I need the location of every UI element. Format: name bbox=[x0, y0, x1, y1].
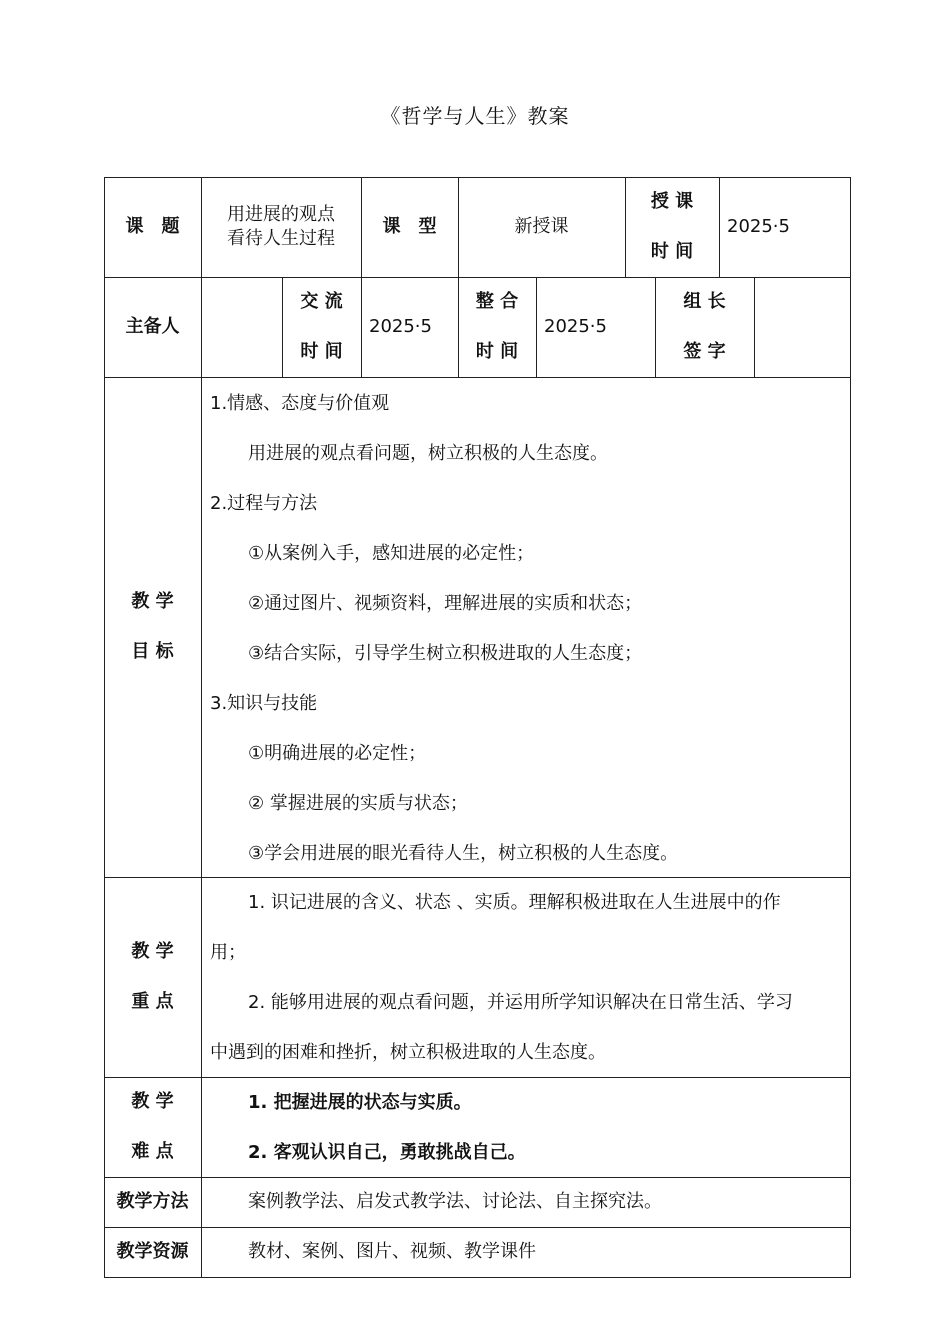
topic-value bbox=[201, 177, 361, 277]
objective-line: 3.知识与技能 bbox=[210, 693, 318, 714]
difficulties-label-line: 教 学 bbox=[131, 1091, 174, 1112]
integrate-time-value: 2025·5 bbox=[544, 316, 607, 337]
key-points-label bbox=[104, 877, 201, 1077]
topic-value-line: 看待人生过程 bbox=[227, 228, 335, 249]
teach-time-value: 2025·5 bbox=[727, 216, 790, 237]
resources-label: 教学资源 bbox=[116, 1241, 189, 1262]
key-point-line: 用； bbox=[210, 942, 246, 963]
objectives-label-line: 教 学 bbox=[131, 591, 174, 612]
difficulties-label-line: 难 点 bbox=[131, 1141, 174, 1162]
methods-label: 教学方法 bbox=[116, 1191, 189, 1212]
type-label: 课 型 bbox=[382, 216, 437, 237]
exchange-time-value: 2025·5 bbox=[369, 316, 432, 337]
exchange-time-label-line: 时 间 bbox=[300, 341, 343, 362]
objective-line: 2.过程与方法 bbox=[210, 493, 318, 514]
topic-value-line: 用进展的观点 bbox=[227, 204, 335, 225]
resources-value: 教材、案例、图片、视频、教学课件 bbox=[248, 1241, 536, 1262]
integrate-time-label bbox=[458, 277, 536, 377]
objectives-label-line: 目 标 bbox=[131, 641, 174, 662]
objective-line: ②通过图片、视频资料，理解进展的实质和状态； bbox=[248, 593, 643, 614]
objective-line: ①从案例入手，感知进展的必定性； bbox=[248, 543, 535, 564]
difficulty-line: 2. 客观认识自己，勇敢挑战自己。 bbox=[248, 1142, 526, 1163]
objectives-label bbox=[104, 377, 201, 877]
integrate-time-label-line: 整 合 bbox=[475, 291, 519, 312]
key-points-label-line: 重 点 bbox=[131, 991, 174, 1012]
row-divider bbox=[104, 377, 851, 378]
leader-sign-label-line: 组 长 bbox=[683, 291, 726, 312]
leader-sign-value bbox=[754, 277, 851, 377]
key-point-line: 2. 能够用进展的观点看问题，并运用所学知识解决在日常生活、学习 bbox=[248, 992, 793, 1013]
difficulty-line: 1. 把握进展的状态与实质。 bbox=[248, 1092, 472, 1113]
teach-time-label bbox=[625, 177, 719, 277]
teach-time-label-line: 时 间 bbox=[650, 241, 694, 262]
document-title: 《哲学与人生》教案 bbox=[380, 104, 570, 128]
methods-value: 案例教学法、启发式教学法、讨论法、自主探究法。 bbox=[248, 1191, 662, 1212]
key-points-label-line: 教 学 bbox=[131, 941, 174, 962]
exchange-time-label bbox=[282, 277, 361, 377]
difficulties-label bbox=[104, 1077, 201, 1177]
lead-preparer-value bbox=[201, 277, 282, 377]
objective-line: ③学会用进展的眼光看待人生，树立积极的人生态度。 bbox=[248, 843, 679, 864]
objective-line: ①明确进展的必定性； bbox=[248, 743, 427, 764]
objective-line: 用进展的观点看问题，树立积极的人生态度。 bbox=[248, 443, 608, 464]
type-value: 新授课 bbox=[514, 216, 569, 237]
teach-time-label-line: 授 课 bbox=[650, 191, 694, 212]
leader-sign-label-line: 签 字 bbox=[683, 341, 726, 362]
lead-preparer-label: 主备人 bbox=[125, 316, 180, 337]
exchange-time-label-line: 交 流 bbox=[300, 291, 343, 312]
objective-line: 1.情感、态度与价值观 bbox=[210, 393, 390, 414]
key-point-line: 1. 识记进展的含义、状态 、实质。理解积极进取在人生进展中的作 bbox=[248, 892, 781, 913]
topic-label: 课 题 bbox=[125, 216, 180, 237]
objective-line: ② 掌握进展的实质与状态； bbox=[248, 793, 468, 814]
leader-sign-label bbox=[655, 277, 754, 377]
objective-line: ③结合实际，引导学生树立积极进取的人生态度； bbox=[248, 643, 643, 664]
integrate-time-label-line: 时 间 bbox=[475, 341, 519, 362]
key-point-line: 中遇到的困难和挫折，树立积极进取的人生态度。 bbox=[210, 1042, 606, 1063]
